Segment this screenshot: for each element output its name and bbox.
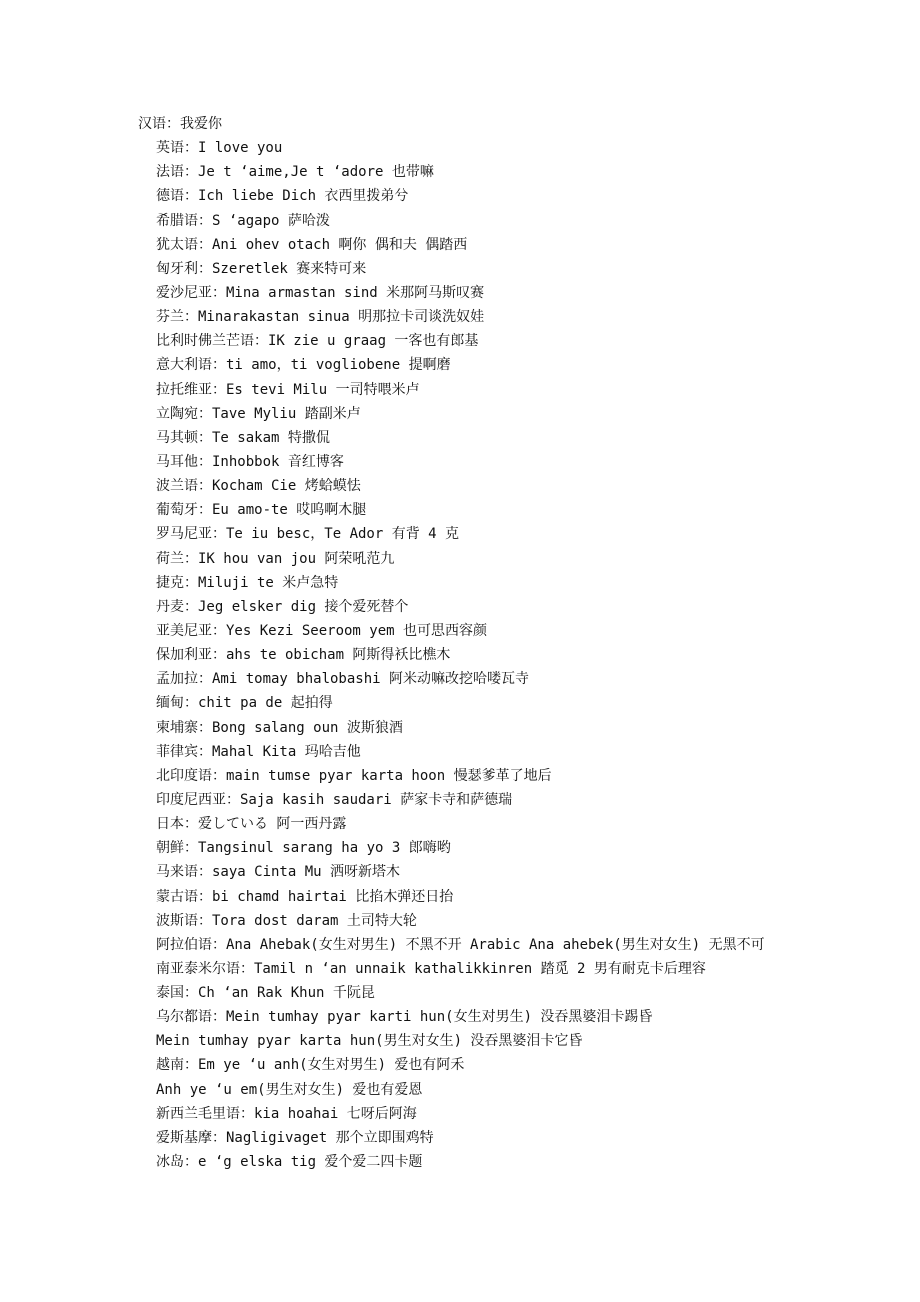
text-line: 孟加拉：Ami tomay bhalobashi 阿米动嘛改挖哈喽瓦寺 [156,671,530,688]
text-line: 意大利语：ti amo，ti vogliobene 提啊磨 [156,357,451,374]
text-line: 缅甸：chit pa de 起拍得 [156,695,333,712]
text-line: 泰国：Ch ‘an Rak Khun 千阮昆 [156,985,375,1002]
text-line: 捷克：Miluji te 米卢急特 [156,574,339,591]
text-line: 立陶宛：Tave Myliu 踏副米卢 [156,405,361,422]
text-line: 希腊语：S ‘agapo 萨哈泼 [156,212,330,229]
text-line: 匈牙利：Szeretlek 赛来特可来 [156,260,367,277]
text-line: 印度尼西亚：Saja kasih saudari 萨家卡寺和萨德瑞 [156,791,513,808]
text-line: 葡萄牙：Eu amo-te 哎呜啊木腿 [156,502,367,519]
text-line: 保加利亚：ahs te obicham 阿斯得袄比樵木 [156,647,451,664]
text-line: 波兰语：Kocham Cie 烤蛤蟆怯 [156,478,361,495]
text-line: 罗马尼亚：Te iu besc，Te Ador 有背 4 克 [156,526,460,543]
text-line: 蒙古语：bi chamd hairtai 比掐木弹还日抬 [156,888,454,905]
text-line: 犹太语：Ani ohev otach 啊你 偶和夫 偶踏西 [156,236,468,253]
text-line: Anh ye ‘u em(男生对女生) 爱也有爱恩 [156,1081,423,1098]
text-line: 南亚泰米尔语：Tamil n ‘an unnaik kathalikkinren 踏觅 2 男有耐克卡后理容 [156,960,706,977]
text-line: 亚美尼亚：Yes Kezi Seeroom yem 也可思西容颜 [156,622,488,639]
text-line: 拉托维亚：Es tevi Milu 一司特喂米卢 [156,381,420,398]
text-line: 马来语：saya Cinta Mu 洒呀新塔木 [156,864,401,881]
text-line: 丹麦：Jeg elsker dig 接个爱死替个 [156,598,409,615]
text-line: 芬兰：Minarakastan sinua 明那拉卡司谈洗奴娃 [156,309,485,326]
text-line: 英语：I love you [156,140,283,157]
text-line: 柬埔寨：Bong salang oun 波斯狼酒 [156,719,403,736]
text-line: 越南：Em ye ‘u anh(女生对男生) 爱也有阿禾 [156,1057,465,1074]
text-line: 乌尔都语：Mein tumhay pyar karti hun(女生对男生) 没吞黑婆泪卡踢昏 [156,1009,653,1026]
text-body [138,112,908,1174]
text-line: 爱沙尼亚：Mina armastan sind 米那阿马斯叹赛 [156,284,485,301]
text-line: 马耳他：Inhobbok 音红博客 [156,453,344,470]
text-line: 汉语：我爱你 [138,116,222,132]
text-line: 德语：Ich liebe Dich 衣西里拨弟兮 [156,188,409,205]
text-line: 荷兰：IK hou van jou 阿荣吼范九 [156,550,395,567]
text-line: 阿拉伯语：Ana Ahebak(女生对男生) 不黑不开 Arabic Ana ahebek(男生对女生) 无黑不可 [156,936,765,953]
text-line: 新西兰毛里语：kia hoahai 七呀后阿海 [156,1105,417,1122]
text-line: 菲律宾：Mahal Kita 玛哈吉他 [156,743,361,760]
text-line: 波斯语：Tora dost daram 土司特大轮 [156,912,417,929]
text-line: 爱斯基摩：Nagligivaget 那个立即围鸡特 [156,1129,434,1146]
text-line: 冰岛：e ‘g elska tig 爱个爱二四卡题 [156,1154,423,1171]
text-line: 比利时佛兰芒语：IK zie u graag 一客也有郎基 [156,333,479,350]
text-line: 马其顿：Te sakam 特撒侃 [156,429,330,446]
text-line: 法语：Je t ‘aime,Je t ‘adore 也带嘛 [156,164,434,181]
text-line: 日本：爱している 阿一西丹露 [156,816,347,833]
text-line: Mein tumhay pyar karta hun(男生对女生) 没吞黑婆泪卡它昏 [156,1033,583,1050]
text-line: 北印度语：main tumse pyar karta hoon 慢瑟爹革了地后 [156,767,552,784]
text-line: 朝鲜：Tangsinul sarang ha yo 3 郎嗨哟 [156,840,451,857]
